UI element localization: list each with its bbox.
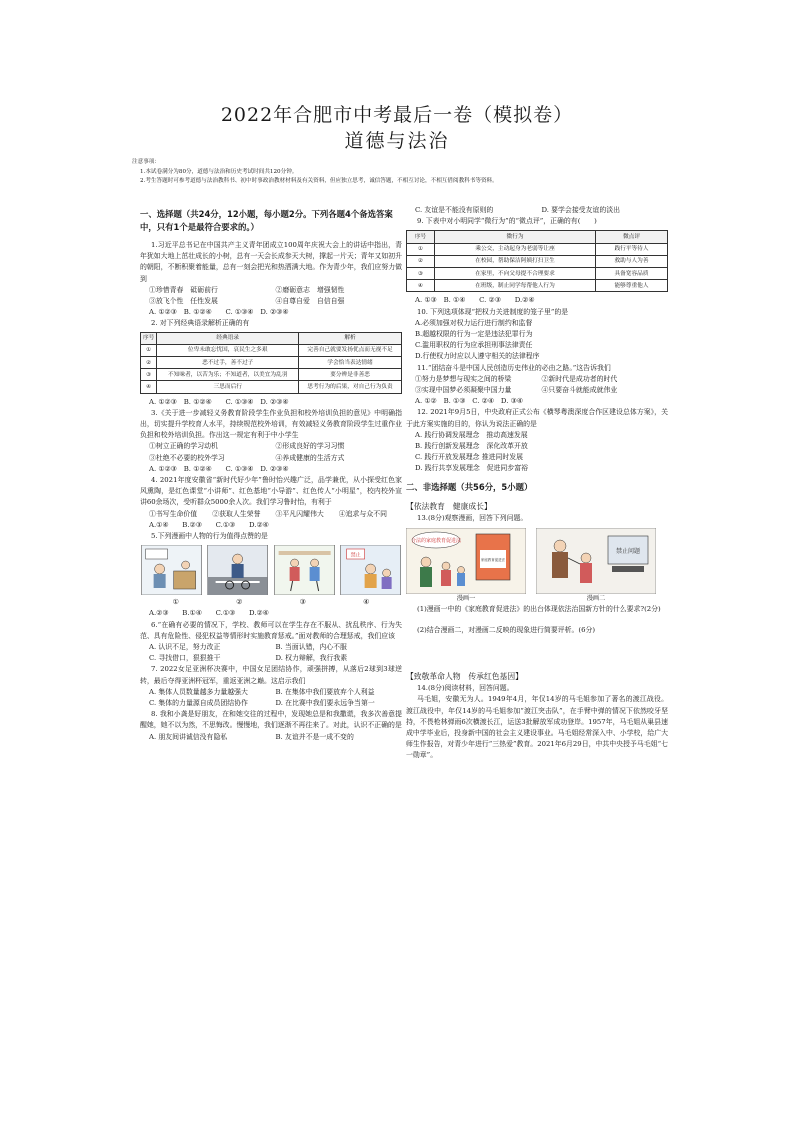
topic-heading: 【致敬革命人物 传承红色基因】 <box>406 672 523 682</box>
q8-options <box>406 205 668 216</box>
cartoon-2-image <box>206 545 269 595</box>
q8-option: B. 友谊并不是一成不变的 <box>275 732 354 741</box>
q6-option: C. 寻找借口，狠狠推干 <box>148 654 221 663</box>
q10-option: C.滥用职权的行为应承担刑事法律责任 <box>414 341 533 350</box>
q7-options <box>140 698 402 709</box>
q11-option: ③实现中国梦必须凝聚中国力量 <box>414 385 512 394</box>
q6-option: D. 权力辩解，我行我素 <box>275 654 348 663</box>
table-cell: 要分辨是非善恶 <box>299 369 402 381</box>
table-row <box>407 280 668 292</box>
cartoon-two <box>536 528 656 604</box>
q1-choices: A. ①②③ B. ①②④ C. ①③④ D. ②③④ <box>148 308 289 317</box>
q4-stem: 4. 2021年度安徽省“新时代好少年”鲁时怡兴趣广泛，品学兼优，从小探受红色家风熏陶，是红色课堂“小讲师”、红色基地“小导游”、红色传人“小明星”，校内校外宣讲60余场次，受听群众5000余人次。我们学习鲁时怡，有利于 <box>140 475 402 507</box>
cartoon-two-image <box>536 528 656 594</box>
cartoon-label: ① <box>172 598 179 607</box>
table-header: 序号 <box>407 231 435 243</box>
q1-option: ③放飞个性 任性发展 <box>148 297 218 306</box>
q10-option: B.超越权限的行为一定是违法犯罪行为 <box>414 329 533 338</box>
table-cell: 不知味者，以苦为乐；不知道者，以美宜为乱羽 <box>157 369 299 381</box>
q7-stem: 7. 2022女足亚洲杯决赛中，中国女足团结协作，顽强拼搏，从落后2球到3球逆转，最后夺得亚洲杯冠军，重返亚洲之巅。这启示我们 <box>140 665 402 685</box>
q1-option: ②磨砺意志 增强韧性 <box>275 285 345 294</box>
q5-labels <box>140 597 402 608</box>
q13-cartoons <box>406 528 668 604</box>
table-row <box>407 243 668 255</box>
cartoon-caption: 漫画二 <box>586 594 606 602</box>
q1-option: ④自尊自爱 自信自强 <box>275 297 345 306</box>
cartoon-label: ② <box>236 598 243 607</box>
q3-stem: 3.《关于进一步减轻义务教育阶段学生作业负担和校外培训负担的意见》中明确指出，切实提升学校育人水平，持续规范校外培训，有效减轻义务教育阶段学生过重作业负担和校外培训负担。作出这一规定有利于中小学生 <box>140 408 402 440</box>
table-cell: ④ <box>407 280 435 292</box>
table-header: 微点评 <box>596 231 668 243</box>
cartoon-3-image <box>273 545 336 595</box>
q2-choices: A. ①②③ B. ①②④ C. ①③④ D. ②③④ <box>148 397 289 406</box>
exam-title: 2022年合肥市中考最后一卷（模拟卷） <box>220 104 574 126</box>
table-row <box>141 381 402 393</box>
q7-option: B. 在集体中我们要放弃个人利益 <box>275 687 375 696</box>
part2-heading: 二、非选择题（共56分，5小题） <box>406 481 533 492</box>
q14-stem: 14.(8分)阅读材料，回答问题。 <box>417 684 514 693</box>
q6-options <box>140 653 402 664</box>
q1-stem: 1.习近平总书记在中国共产主义青年团成立100周年庆祝大会上的讲话中指出，青年犹如大地上茁壮成长的小树，总有一天会长成参天大树，撑起一片天；青年又如初升的朝阳，不断积聚着能量，总有一刻会把光和热洒满大地。作为青少年，我们应努力做到 <box>140 241 402 283</box>
table-cell: ③ <box>407 267 435 279</box>
q12-option: C. 践行开放发展理念 推进同时发展 <box>414 453 524 462</box>
exam-subject: 道德与法治 <box>344 130 450 152</box>
q12-option: D. 践行共享发展理念 促进同步富裕 <box>414 464 528 473</box>
topic-heading: 【依法教育 健康成长】 <box>406 501 492 511</box>
cartoon-one <box>406 528 526 604</box>
cartoon-bubble-text: 合法的家庭教育促进法 <box>410 537 462 544</box>
q7-options <box>140 687 402 698</box>
table-cell: ③ <box>141 369 157 381</box>
q11-option: ④只要奋斗就能成就伟业 <box>541 385 618 394</box>
table-cell: 在班级，制止同学每帮他人行为 <box>435 280 596 292</box>
cartoon-sign-text: 禁止问题 <box>615 547 641 555</box>
q8-options <box>140 732 402 743</box>
q2-stem: 2. 对下列经典语录解析正确的有 <box>151 319 250 328</box>
cartoon-one-image <box>406 528 526 594</box>
table-header: 序号 <box>141 332 157 344</box>
q4-option: ④追求与众不同 <box>338 509 387 518</box>
q11-stem: 11.“团结奋斗是中国人民创造历史伟业的必由之路。”这告诉我们 <box>417 363 611 372</box>
cartoon-4-image <box>339 545 402 595</box>
q11-options <box>406 374 668 385</box>
q6-options <box>140 642 402 653</box>
q9-choices: A. ①③ B. ①④ C. ②③ D.②④ <box>414 296 535 305</box>
q3-option: ③杜绝不必要的校外学习 <box>148 453 225 462</box>
q2-table <box>140 332 402 394</box>
q3-options <box>140 453 402 464</box>
cartoon-book-text: 家庭教育促进法 <box>480 557 506 562</box>
cartoon-label: ③ <box>299 598 306 607</box>
q5-stem: 5.下列漫画中人物的行为值得点赞的是 <box>151 532 268 540</box>
notice-item: 1.本试卷满分为80分，道德与法治和历史考试时间共120分钟。 <box>140 168 298 175</box>
q8-stem: 8. 我和小龚是好朋友，在和她交往的过程中，发现她总是和我撒谎，我多次善意提醒她，她不以为然，不思悔改。慢慢地，我们逐渐不再往来了。对此，认识不正确的是 <box>140 710 402 730</box>
table-cell: 学会恰当表达情绪 <box>299 357 402 369</box>
table-row <box>141 344 402 356</box>
cartoon-caption: 漫画一 <box>456 594 476 602</box>
q10-option: A.必须加强对权力运行进行制约和监督 <box>414 318 533 327</box>
table-cell: ② <box>141 357 157 369</box>
notice-block <box>132 158 692 187</box>
table-cell: 救助与人为善 <box>596 255 668 267</box>
q5-choices: A.②③ B.①④ C.①③ D.②④ <box>148 609 269 618</box>
q12-stem: 12. 2021年9月5日，中央政府正式公布《横琴粤澳深度合作区建设总体方案》，关于此方案实施的目的，你认为说法正确的是 <box>406 408 668 428</box>
table-header: 经典语录 <box>157 332 299 344</box>
table-header: 微行为 <box>435 231 596 243</box>
q1-options <box>140 285 402 296</box>
table-row <box>141 369 402 381</box>
table-cell: 位卑未敢忘忧国，哀民生之多艰 <box>157 344 299 356</box>
table-cell: 恶不过手，善不过子 <box>157 357 299 369</box>
q9-table <box>406 230 668 292</box>
q9-stem: 9. 下表中对小明同学“微行为”的“微点评”，正确的有( ) <box>417 217 597 226</box>
table-cell: 三思而后行 <box>157 381 299 393</box>
q7-option: D. 在比赛中我们要永远争当第一 <box>275 699 375 708</box>
q13-stem: 13.(8分)观察漫画，回答下列问题。 <box>417 513 528 522</box>
table-cell: ① <box>407 243 435 255</box>
table-row <box>407 267 668 279</box>
q5-cartoons <box>140 545 402 595</box>
table-cell: 完善自己就要发扬优点而无视不足 <box>299 344 402 356</box>
q6-option: A. 认识不足，努力改正 <box>148 643 221 652</box>
notice-item: 2.考生答题时可参考道德与法治教科书、初中时事政治教材材料及有关资料，但应独立思考，诚信答题，不相互讨论，不相互借阅教科书等资料。 <box>140 178 498 184</box>
q11-option: ①努力是梦想与现实之间的桥梁 <box>414 374 512 383</box>
q4-choices: A.①④ B.②③ C.①③ D.②④ <box>148 520 269 529</box>
q1-option: ①珍惜青春 砥砺前行 <box>148 285 218 294</box>
q11-options <box>406 385 668 396</box>
table-cell: 具备宽容品质 <box>596 267 668 279</box>
q14-material: 马毛姐，安徽无为人。1949年4月，年仅14岁的马毛姐参加了著名的渡江战役。渡江战役中，年仅14岁的马毛姐参加“渡江突击队”，在手臂中弹的情况下依然咬牙坚持，不畏枪林弹雨6次横渡长江，运送3批解放军成功登岸。1957年，马毛姐从巢县速成中学毕业后，投身新中国的社会主义建设事业。马毛姐经常深入中、小学校，给广大师生作报告，对青少年进行“三热爱”教育。2021年6月29日，中共中央授予马毛姐“七一勋章”。 <box>406 695 668 760</box>
q13-sub2: (2)结合漫画二，对漫画二反映的现象进行简要评析。(6分) <box>417 626 596 634</box>
table-cell: 践行平等待人 <box>596 243 668 255</box>
cartoon-1-image <box>140 545 203 595</box>
q6-option: B. 当面认错，内心不服 <box>275 643 347 652</box>
q4-options <box>140 509 402 520</box>
table-header: 解析 <box>299 332 402 344</box>
q7-option: A. 集体人员数量越多力量越强大 <box>148 687 248 696</box>
table-row <box>141 357 402 369</box>
q3-option: ②形成良好的学习习惯 <box>275 442 345 451</box>
q7-option: C. 集体的力量源自成员团结协作 <box>148 699 248 708</box>
q3-choices: A. ①②③ B. ①②④ C. ①③④ D. ②③④ <box>148 464 289 473</box>
q4-option: ③平凡闪耀伟大 <box>275 509 324 518</box>
q1-options <box>140 296 402 307</box>
q8-option: D. 要学会接受友谊的淡出 <box>541 206 621 214</box>
table-cell: ① <box>141 344 157 356</box>
table-cell: 能够尊重他人 <box>596 280 668 292</box>
table-cell: 思考行为的后果，对自己行为负责 <box>299 381 402 393</box>
q8-option: A. 朋友间讲诚信没有隐私 <box>148 732 228 741</box>
right-column <box>406 205 668 762</box>
q4-option: ①书写生命价值 <box>148 509 198 518</box>
q11-option: ②新时代是成功者的时代 <box>541 374 618 383</box>
part1-heading: 一、选择题（共24分，12小题，每小题2分。下列各题4个备选答案中，只有1个是最符合要求的。） <box>140 209 393 232</box>
q13-sub1: (1)漫画一中的《家庭教育促进法》的出台体现依法治国新方针的什么要求?(2分) <box>417 604 661 613</box>
q10-option: D.行使权力时应以人遵守相关的法律程序 <box>414 352 540 361</box>
left-column <box>140 208 402 743</box>
q3-option: ④养成健康的生活方式 <box>275 453 345 462</box>
table-row <box>407 255 668 267</box>
q12-option: B. 践行创新发展理念 深化改革开放 <box>414 441 528 450</box>
table-cell: ② <box>407 255 435 267</box>
table-cell: 乘公交，主动起身为老弱等让座 <box>435 243 596 255</box>
cartoon-label: ④ <box>363 598 370 607</box>
q4-option: ②获取人生荣誉 <box>212 509 261 518</box>
q10-stem: 10. 下列选项体现“把权力关进制度的笼子里”的是 <box>417 307 569 316</box>
q11-choices: A. ①② B. ①③ C. ②④ D. ③④ <box>414 397 523 406</box>
q8-option: C. 友谊是不能没有原则的 <box>414 206 494 214</box>
table-cell: ④ <box>141 381 157 393</box>
q12-option: A. 践行协调发展理念 推动高速发展 <box>414 430 528 439</box>
q6-stem: 6.“在确有必要的情况下，学校、教师可以在学生存在不服从、扰乱秩序、行为失范、具有危险性、侵犯权益等情形时实施教育惩戒。”面对教师的合理惩戒，我们应该 <box>140 620 402 640</box>
table-cell: 在校园，帮助保洁阿姨打扫卫生 <box>435 255 596 267</box>
cartoon-sign-text: 禁止 <box>350 552 361 559</box>
table-cell: 在家里，不向父母提不合理要求 <box>435 267 596 279</box>
q3-options <box>140 441 402 452</box>
q3-option: ①树立正确的学习动机 <box>148 442 218 451</box>
notice-heading: 注意事项： <box>132 159 160 165</box>
